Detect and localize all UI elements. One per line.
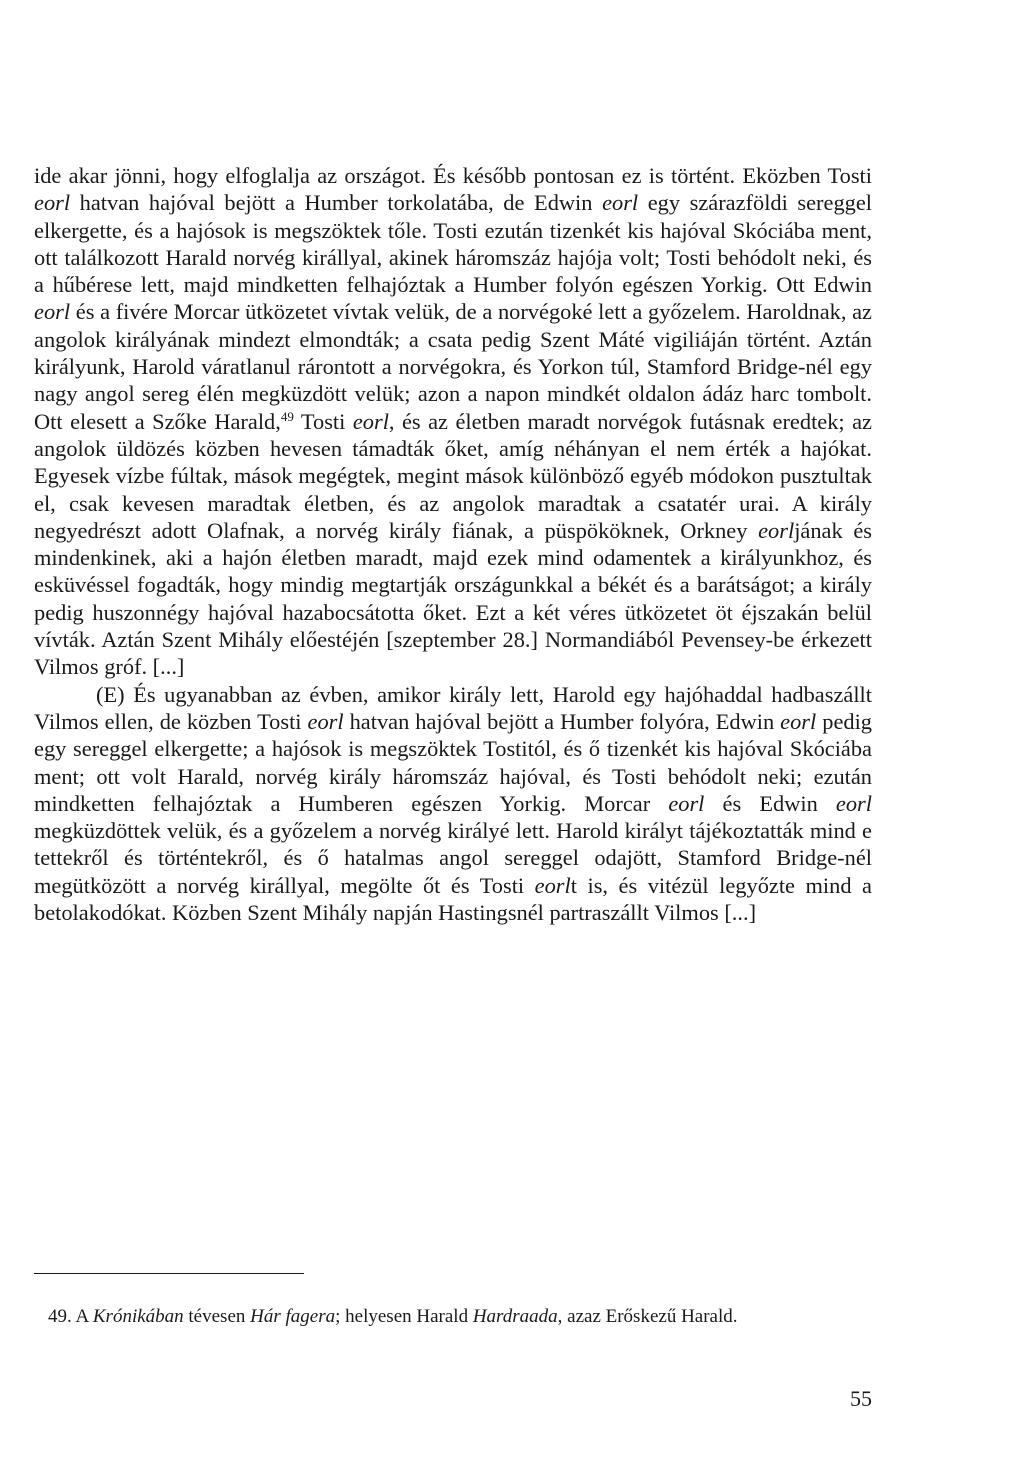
italic-text: Krónikában <box>92 1306 184 1327</box>
paragraph-chronicle-e <box>34 681 872 927</box>
italic-eorl: eorl <box>602 190 639 216</box>
text-run: hatvan hajóval bejött a Humber folyóra, Edwin <box>343 708 781 734</box>
text-run: jának és mindenkinek, aki a hajón életben maradt, majd ezek mind odamentek a királyunkhoz, és esküvéssel fogadták, hogy mindig megtartják országunkkal a békét és a barátságot; a király pedig huszonnégy hajóval hazabocsátotta őket. Ezt a két véres ütközetet öt éjszakán belül vívták. Aztán Szent Mihály előestéjén [szeptember 28.] Normandiából Pevensey-be érkezett Vilmos gróf. [...] <box>34 517 872 680</box>
text-run: (E) És ugyanabban az évben, amikor király lett, Harold egy hajóhaddal hadbaszállt Vilmos ellen, de közben Tosti <box>34 681 872 734</box>
text-run: ide akar jönni, hogy elfoglalja az országot. És később pontosan ez is történt. Eközben Tosti <box>34 163 872 188</box>
paragraph-chronicle-d <box>34 162 872 681</box>
text-run: Tosti <box>293 408 353 434</box>
footnote-divider <box>34 1273 304 1274</box>
text-run: , azaz Erőskezű Harald. <box>557 1306 738 1327</box>
text-run: A <box>71 1306 93 1327</box>
italic-text: Hardraada <box>472 1306 558 1327</box>
footnote <box>34 1305 872 1329</box>
italic-eorl: eorl <box>34 190 71 216</box>
text-run: tévesen <box>183 1306 251 1327</box>
italic-eorl: eorl <box>34 299 71 325</box>
italic-eorl: eorl <box>668 790 705 816</box>
text-run: egy szárazföldi sereggel elkergette, és a hajósok is megszöktek tőle. Tosti ezután tizenkét kis hajóval Skóciába ment, ott találkozott Harald norvég királlyal, akinek háromszáz hajója volt; Tosti behódolt neki, és a hűbérese lett, majd mindketten felhajóztak a Humber folyón egészen Yorkig. Ott Edwin <box>34 190 873 298</box>
text-run: ; helyesen Harald <box>335 1306 473 1327</box>
italic-eorl: eorl <box>534 872 571 898</box>
text-run: megküzdöttek velük, és a győzelem a norvég királyé lett. Harold királyt tájékoztatták mind e tettekről és történtekről, és ő hatalmas angol sereggel odajött, Stamford Bridge-nél megütközött a norvég királlyal, megölte őt és Tosti <box>34 818 872 898</box>
text-run: és a fivére Morcar ütközetet vívtak velük, de a norvégoké lett a győzelem. Haroldnak, az angolok királyának mindezt elmondták; a csata pedig Szent Máté vigiliáján történt. Aztán királyunk, Harold váratlanul rárontott a norvégokra, és Yorkon túl, Stamford Bridge-nél egy nagy angol sereg élén megküzdött velük; azon a napon mindkét oldalon ádáz harc tombolt. Ott elesett a Szőke Harald, <box>34 299 872 434</box>
italic-eorl: eorl <box>758 517 795 543</box>
text-run: hatvan hajóval bejött a Humber torkolatába, de Edwin <box>70 190 603 216</box>
page-number: 55 <box>850 1386 872 1411</box>
footnote-number: 49. <box>48 1306 72 1327</box>
text-run: és Edwin <box>704 790 836 816</box>
footnote-ref: 49 <box>280 408 294 424</box>
italic-eorl: eorl <box>835 790 872 816</box>
text-run: , és az életben maradt norvégok futásnak eredtek; az angolok üldözés közben hevesen támadták őket, amíg néhányan el nem érték a hajókat. Egyesek vízbe fúltak, mások megégtek, megint mások különböző egyéb módokon pusztultak el, csak kevesen maradtak életben, és az angolok maradtak a csatatér urai. A király negyedrészt adott Olafnak, a norvég király fiának, a püspököknek, Orkney <box>34 408 872 543</box>
text-run: pedig egy sereggel elkergette; a hajósok is megszöktek Tostitól, és ő tizenkét kis hajóval Skóciába ment; ott volt Harald, norvég király háromszáz hajóval, és Tosti behódolt neki; ezután mindketten felhajóztak a Humberen egészen Yorkig. Morcar <box>34 708 872 816</box>
text-run: t is, és vitézül legyőzte mind a betolakodókat. Közben Szent Mihály napján Hastingsnél partraszállt Vilmos [...] <box>34 872 872 926</box>
main-text <box>34 162 872 926</box>
italic-text: Hár fagera <box>250 1306 336 1327</box>
italic-eorl: eorl <box>780 708 817 734</box>
italic-eorl: eorl <box>307 708 344 734</box>
italic-eorl: eorl <box>352 408 389 434</box>
